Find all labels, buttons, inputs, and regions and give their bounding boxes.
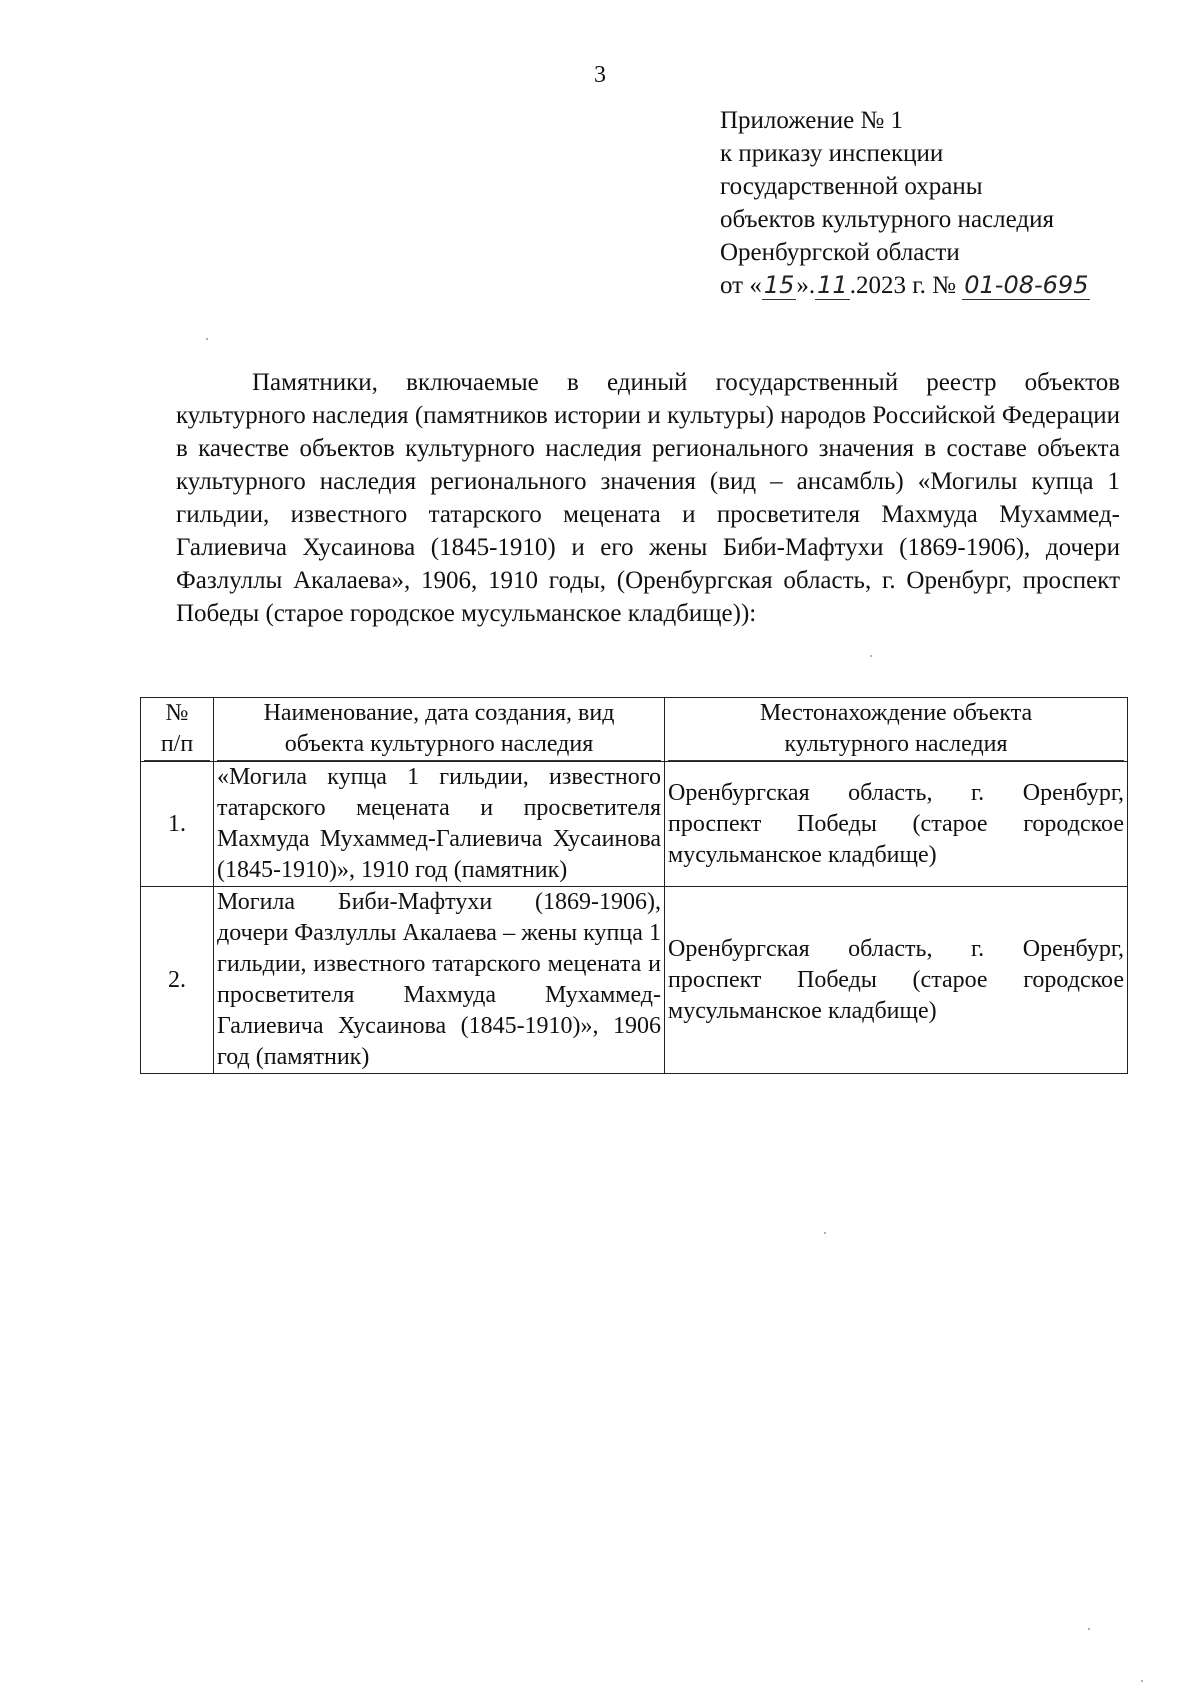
- header-location-line1: Местонахождение объекта: [759, 700, 1033, 726]
- scan-speck: [1141, 1680, 1143, 1682]
- date-mid: ».: [796, 272, 816, 299]
- header-number-line1: №: [165, 700, 189, 726]
- page-number: 3: [594, 62, 606, 88]
- header-location-line2: культурного наследия: [668, 729, 1124, 761]
- handwritten-day: 15: [763, 271, 795, 299]
- scan-speck: [824, 1232, 826, 1234]
- table-row: [141, 762, 1128, 887]
- row-name: «Могила купца 1 гильдии, известного татарского мецената и просветителя Махмуда Мухаммед-Галиевича Хусаинова (1845-1910)», 1910 год (памятник): [214, 762, 665, 887]
- handwritten-month: 11: [817, 271, 848, 299]
- handwritten-order-number: 01-08-695: [964, 271, 1089, 299]
- appendix-line: государственной охраны: [720, 173, 983, 200]
- date-prefix: от «: [720, 272, 762, 299]
- scan-speck: [1088, 1628, 1090, 1630]
- table-header-row: [141, 698, 1128, 762]
- appendix-line: Оренбургской области: [720, 239, 960, 266]
- header-number: [141, 698, 214, 762]
- table-row: [141, 887, 1128, 1074]
- date-year: .2023 г. №: [849, 272, 956, 299]
- header-name: [214, 698, 665, 762]
- header-number-line2: п/п: [144, 729, 210, 761]
- intro-paragraph: Памятники, включаемые в единый государственный реестр объектов культурного наследия (памятников истории и культуры) народов Российской Федерации в качестве объектов культурного наследия регионального значения в составе объекта культурного наследия регионального значения (вид – ансамбль) «Могилы купца 1 гильдии, известного татарского мецената и просветителя Махмуда Мухаммед-Галиевича Хусаинова (1845-1910) и его жены Биби-Мафтухи (1869-1906), дочери Фазлуллы Акалаева», 1906, 1910 годы, (Оренбургская область, г. Оренбург, проспект Победы (старое городское мусульманское кладбище)):: [176, 369, 1120, 627]
- header-location: [665, 698, 1128, 762]
- order-date-line: [720, 269, 1160, 302]
- appendix-header: [720, 104, 1160, 302]
- monuments-table: [140, 697, 1128, 1074]
- scan-speck: [206, 338, 208, 340]
- row-name: Могила Биби-Мафтухи (1869-1906), дочери Фазлуллы Акалаева – жены купца 1 гильдии, известного татарского мецената и просветителя Махмуда Мухаммед-Галиевича Хусаинова (1845-1910)», 1906 год (памятник): [214, 887, 665, 1074]
- row-location: Оренбургская область, г. Оренбург, проспект Победы (старое городское мусульманское кладбище): [665, 762, 1128, 887]
- appendix-line: к приказу инспекции: [720, 140, 944, 167]
- appendix-title: Приложение № 1: [720, 107, 904, 134]
- header-name-line1: Наименование, дата создания, вид: [263, 700, 615, 726]
- row-number: 2.: [141, 887, 214, 1074]
- scan-speck: [870, 655, 872, 657]
- row-number: 1.: [141, 762, 214, 887]
- appendix-line: объектов культурного наследия: [720, 206, 1054, 233]
- header-name-line2: объекта культурного наследия: [217, 729, 661, 761]
- row-location: Оренбургская область, г. Оренбург, проспект Победы (старое городское мусульманское кладбище): [665, 887, 1128, 1074]
